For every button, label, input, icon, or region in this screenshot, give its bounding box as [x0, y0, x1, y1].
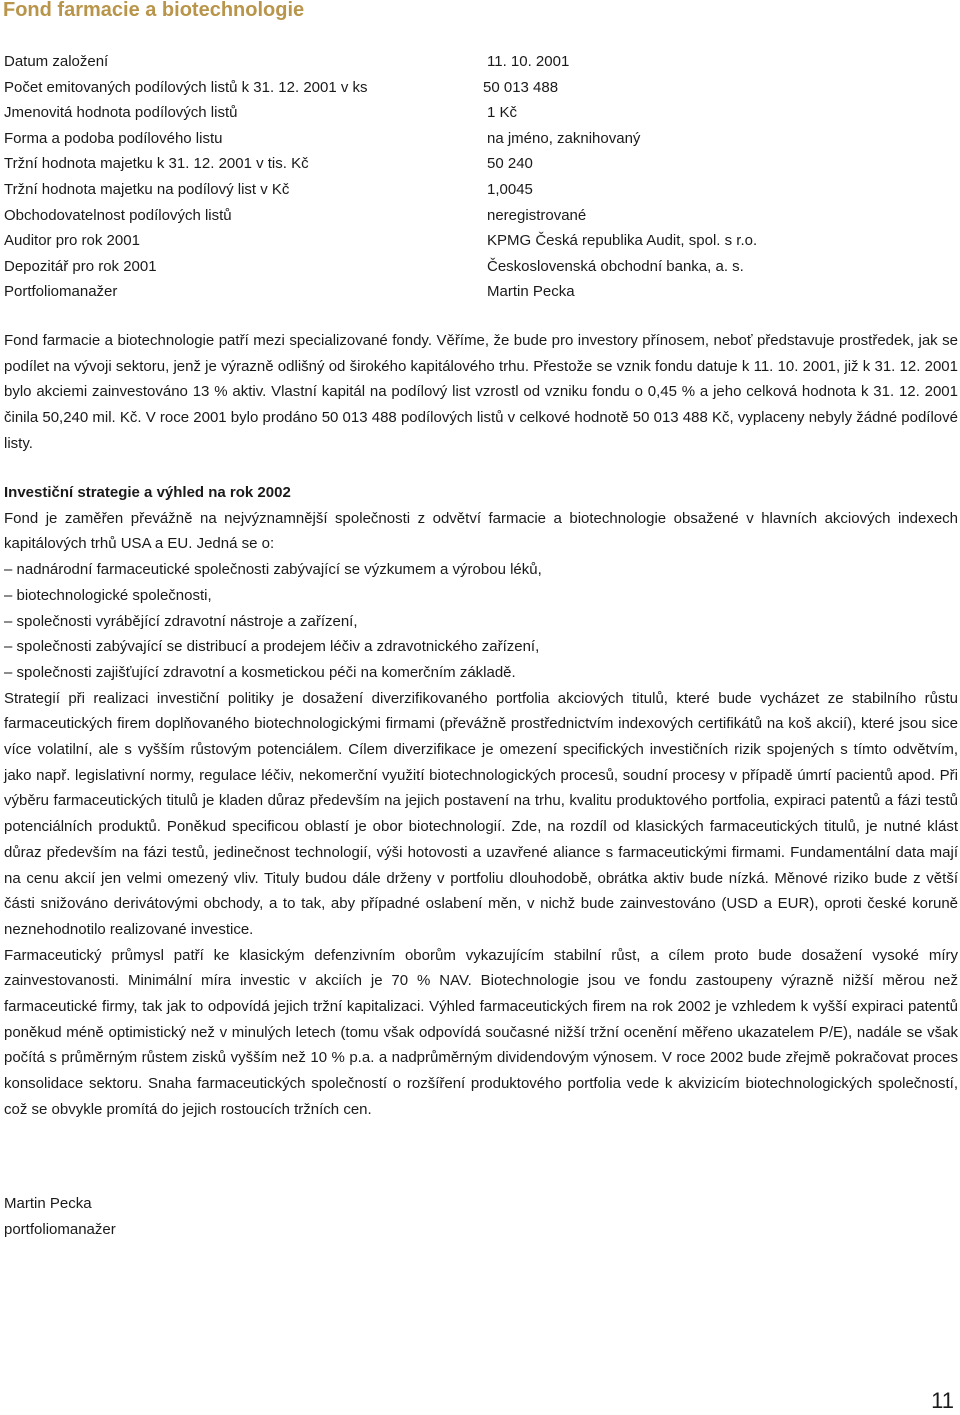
strategy-paragraph-1: Strategií při realizaci investiční politiky je dosažení diverzifikovaného portfolia akciových titulů, které bude vycházet ze stabilního růstu farmaceutických firem doplňovaného biotechnologickými firmami (převážně prostřednictvím indexových certifikátů na koš akcií), které jsou sice více volatilní, ale s vyšším růstovým potenciálem. Cílem diverzifikace je omezení specifických investičních rizik spojených s tímto odvětvím, jako např. legislativní normy, regulace léčiv, nekomerční využití biotechnologických procesů, soudní procesy v případě úmrtí pacientů apod. Při výběru farmaceutických titulů je kladen důraz především na jejich postavení na trhu, kvalitu produktového portfolia, expiraci patentů a fázi testů potenciálních produktů. Poněkud specificou oblastí je obor biotechnologií. Zde, na rozdíl od klasických farmaceutických titulů, je nutné klást důraz především na fázi testů, jedinečnost technologií, výši hotovosti a uzavřené aliance s farmaceutickými firmami. Fundamentální data mají na cenu akcií jen velmi omezený vliv. Tituly budou dále drženy v portfoliu dlouhodobě, obrátka aktiv bude nízká. Měnové riziko bude z větší části snižováno derivátovými obchody, a to tak, aby případné oslabení měn, v nichž bude zainvestováno (USD a EUR), oproti české koruně neznehodnotilo realizované investice. [4, 689, 958, 938]
info-label: Depozitář pro rok 2001 [4, 257, 157, 275]
info-row-auditor [4, 228, 954, 254]
info-value: 50 240 [487, 155, 533, 173]
info-row-portfolio-manager [4, 279, 954, 305]
signature-name: Martin Pecka [4, 1195, 92, 1212]
info-row-value-per-unit [4, 177, 954, 203]
strategy-paragraph-2: Farmaceutický průmysl patří ke klasickým defenzivním oborům vykazujícím stabilní růst, a cílem proto bude dosažení vysoké míry zainvestovanosti. Minimální míra investic v akciích je 70 % NAV. Biotechnologie jsou ve fondu zastoupeny výrazně nižší měrou než farmaceutické firmy, tak jak to odpovídá jejich tržní kapitalizaci. Výhled farmaceutických firem na rok 2002 je vzhledem k vyšší expiraci patentů poněkud méně optimistický než v minulých letech (tomu však odpovídá současné nižší tržní ocenění měřeno ukazatelem P/E), nadále se však počítá s průměrným růstem zisků vyšším než 10 % p.a. a nadprůměrným dividendovým výnosem. V roce 2002 bude zřejmě pokračovat proces konsolidace sektoru. Snaha farmaceutických společností o rozšíření produktového portfolia vede k akvizicím biotechnologických společností, což se obvykle promítá do jejich rostoucích tržních cen. [4, 946, 958, 1118]
info-row-nominal-value [4, 100, 954, 126]
info-value: na jméno, zaknihovaný [487, 129, 641, 147]
info-value: KPMG Česká republika Audit, spol. s r.o. [487, 232, 758, 250]
info-row-founding-date [4, 49, 954, 75]
info-label: Tržní hodnota majetku k 31. 12. 2001 v tis. Kč [4, 155, 309, 173]
section-heading: Investiční strategie a výhled na rok 2002 [4, 484, 291, 501]
intro-paragraph: Fond farmacie a biotechnologie patří mezi specializované fondy. Věříme, že bude pro investory přínosem, neboť představuje prostředek, jak se podílet na vývoji sektoru, jenž je výrazně odlišný od širokého kapitálového trhu. Přestože se vznik fondu datuje k 11. 10. 2001, již k 31. 12. 2001 bylo akciemi zainvestováno 13 % aktiv. Vlastní kapitál na podílový list vzrostl od vzniku fondu o 0,45 % a jeho celková hodnota k 31. 12. 2001 činila 50,240 mil. Kč. V roce 2001 bylo prodáno 50 013 488 podílových listů v celkové hodnotě 50 013 488 Kč, vyplaceny nebyly žádné podílové listy. [4, 332, 958, 452]
list-item: – biotechnologické společnosti, [4, 586, 212, 604]
info-label: Jmenovitá hodnota podílových listů [4, 104, 238, 122]
info-row-unit-form [4, 126, 954, 152]
signature-role: portfoliomanažer [4, 1220, 116, 1238]
list-item: – společnosti zabývající se distribucí a prodejem léčiv a zdravotnického zařízení, [4, 638, 540, 656]
info-label: Portfoliomanažer [4, 283, 118, 301]
info-label: Obchodovatelnost podílových listů [4, 206, 232, 224]
signature [4, 1191, 116, 1242]
info-row-units-issued [4, 75, 954, 101]
info-value: neregistrované [487, 206, 587, 224]
list-item: – společnosti vyrábějící zdravotní nástroje a zařízení, [4, 612, 358, 630]
info-row-market-value [4, 151, 954, 177]
page-title: Fond farmacie a biotechnologie [3, 0, 305, 21]
info-value: 50 013 488 [483, 78, 559, 96]
info-value: 1,0045 [487, 180, 533, 198]
info-row-tradability [4, 203, 954, 229]
page-number: 11 [931, 1388, 954, 1413]
strategy-lead-paragraph: Fond je zaměřen převážně na nejvýznamnější společnosti z odvětví farmacie a biotechnologie obsažené v hlavních akciových indexech kapitálových trhů USA a EU. Jedná se o: [4, 509, 958, 553]
info-value: 1 Kč [487, 104, 518, 122]
fund-info-table [4, 49, 954, 305]
info-row-depositary [4, 254, 954, 280]
info-label: Auditor pro rok 2001 [4, 232, 140, 250]
list-item: – nadnárodní farmaceutické společnosti zabývající se výzkumem a výrobou léků, [4, 561, 542, 579]
info-label: Počet emitovaných podílových listů k 31. 12. 2001 v ks [4, 78, 368, 96]
list-item: – společnosti zajišťující zdravotní a kosmetickou péči na komerčním základě. [4, 663, 516, 681]
info-label: Tržní hodnota majetku na podílový list v Kč [4, 180, 290, 198]
info-value: Martin Pecka [487, 283, 575, 301]
intro-section [4, 328, 958, 457]
info-value: Československá obchodní banka, a. s. [487, 257, 744, 275]
info-label: Forma a podoba podílového listu [4, 129, 223, 147]
info-label: Datum založení [4, 53, 109, 70]
strategy-section [4, 480, 958, 1123]
info-value: 11. 10. 2001 [487, 53, 570, 70]
